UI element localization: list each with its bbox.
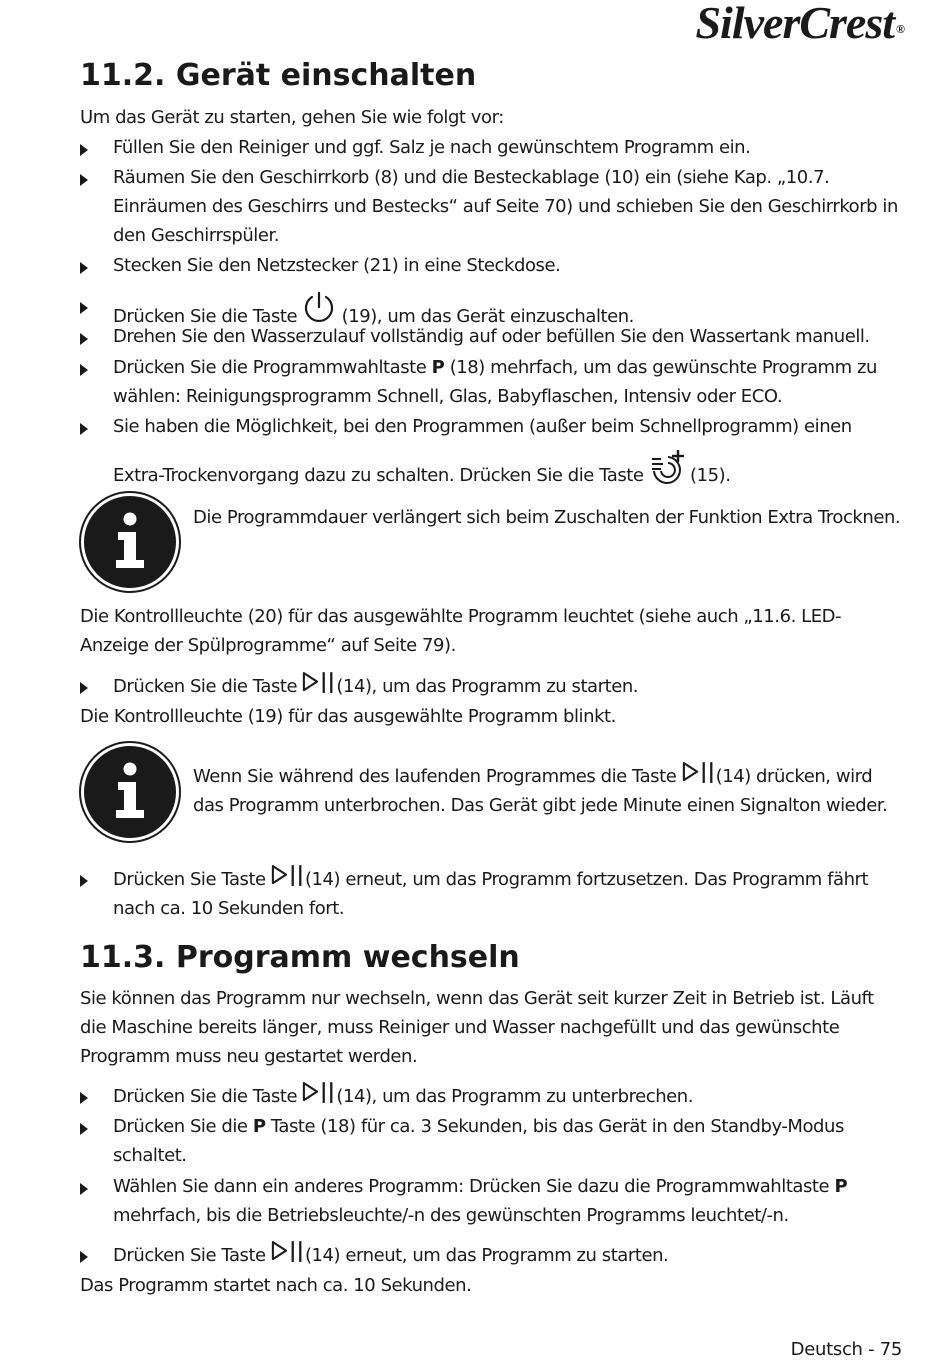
play-pause-icon: [271, 1240, 305, 1265]
bullet-arrow-icon: [80, 333, 88, 345]
program-key-label: P: [834, 1176, 848, 1197]
bullet-arrow-icon: [80, 875, 88, 887]
bullet-arrow-icon: [80, 1092, 88, 1104]
list-item: Sie haben die Möglichkeit, bei den Programmen (außer beim Schnellprogramm) einen: [80, 412, 902, 441]
indicator-text: Die Kontrollleuchte (19) für das ausgewählte Programm blinkt.: [80, 706, 616, 727]
intro-text: Sie können das Programm nur wechseln, wenn das Gerät seit kurzer Zeit in Betrieb ist. Läuft die Maschine bereits länger, muss Reiniger und Wasser nachgefüllt und das gewünschte Programm muss neu gestartet werden.: [80, 988, 874, 1067]
bullet-arrow-icon: [80, 262, 88, 274]
list-item: Drehen Sie den Wasserzulauf vollständig auf oder befüllen Sie den Wassertank manuell.: [80, 322, 902, 351]
info-note: Wenn Sie während des laufenden Programmes die Taste (14) drücken, wird das Programm unterbrochen. Das Gerät gibt jede Minute einen Signalton wieder.: [193, 761, 905, 820]
list-item: Drücken Sie die Taste (14), um das Programm zu unterbrechen.: [80, 1081, 902, 1111]
list-item: Räumen Sie den Geschirrkorb (8) und die Besteckablage (10) ein (siehe Kap. „10.7. Einräumen des Geschirrs und Bestecks“ auf Seite 70) und schieben Sie den Geschirrkorb in den Geschirrspüler.: [80, 163, 902, 250]
bullet-arrow-icon: [80, 423, 88, 435]
play-pause-icon: [271, 864, 305, 889]
brand-logo: SilverCrest ®: [695, 0, 904, 48]
list-item: Drücken Sie Taste (14) erneut, um das Programm fortzusetzen. Das Programm fährt nach ca. 10 Sekunden fort.: [80, 864, 902, 923]
play-pause-icon: [302, 671, 336, 696]
extra-dry-icon: [649, 450, 685, 484]
outro-text: Das Programm startet nach ca. 10 Sekunden.: [80, 1275, 472, 1296]
bullet-arrow-icon: [80, 174, 88, 186]
bullet-arrow-icon: [80, 682, 88, 694]
play-pause-icon: [682, 761, 716, 786]
list-item-continuation: Extra-Trockenvorgang dazu zu schalten. Drücken Sie die Taste (15).: [113, 450, 903, 490]
page-number: Deutsch - 75: [790, 1339, 902, 1360]
section-heading-11-2: 11.2. Gerät einschalten: [80, 58, 477, 93]
info-icon: [78, 490, 182, 594]
power-icon: [302, 291, 336, 325]
bullet-arrow-icon: [80, 1251, 88, 1263]
list-item: Drücken Sie die Taste (14), um das Programm zu starten.: [80, 671, 902, 701]
list-item: Drücken Sie Taste (14) erneut, um das Programm zu starten.: [80, 1240, 902, 1270]
list-item: Stecken Sie den Netzstecker (21) in eine Steckdose.: [80, 251, 902, 280]
info-icon: [78, 740, 182, 844]
list-item: Wählen Sie dann ein anderes Programm: Drücken Sie dazu die Programmwahltaste P mehrfach, bis die Betriebsleuchte/-n des gewünschten Programms leuchtet/-n.: [80, 1172, 902, 1230]
bullet-arrow-icon: [80, 1183, 88, 1195]
bullet-arrow-icon: [80, 364, 88, 376]
play-pause-icon: [302, 1081, 336, 1106]
bullet-arrow-icon: [80, 302, 88, 314]
bullet-arrow-icon: [80, 144, 88, 156]
bullet-arrow-icon: [80, 1123, 88, 1135]
list-item: Drücken Sie die Taste (19), um das Gerät einzuschalten.: [80, 291, 902, 331]
info-note: Die Programmdauer verlängert sich beim Zuschalten der Funktion Extra Trocknen.: [193, 507, 901, 528]
section-heading-11-3: 11.3. Programm wechseln: [80, 940, 520, 975]
list-item: Drücken Sie die P Taste (18) für ca. 3 Sekunden, bis das Gerät in den Standby-Modus schaltet.: [80, 1112, 902, 1170]
list-item: Drücken Sie die Programmwahltaste P (18) mehrfach, um das gewünschte Programm zu wählen: Reinigungsprogramm Schnell, Glas, Babyflaschen, Intensiv oder ECO.: [80, 353, 902, 411]
list-item: Füllen Sie den Reiniger und ggf. Salz je nach gewünschtem Programm ein.: [80, 133, 902, 162]
indicator-text: Die Kontrollleuchte (20) für das ausgewählte Programm leuchtet (siehe auch „11.6. LED-Anzeige der Spülprogramme“ auf Seite 79).: [80, 606, 842, 656]
program-key-label: P: [431, 357, 445, 378]
intro-text: Um das Gerät zu starten, gehen Sie wie folgt vor:: [80, 107, 504, 128]
program-key-label: P: [252, 1116, 266, 1137]
